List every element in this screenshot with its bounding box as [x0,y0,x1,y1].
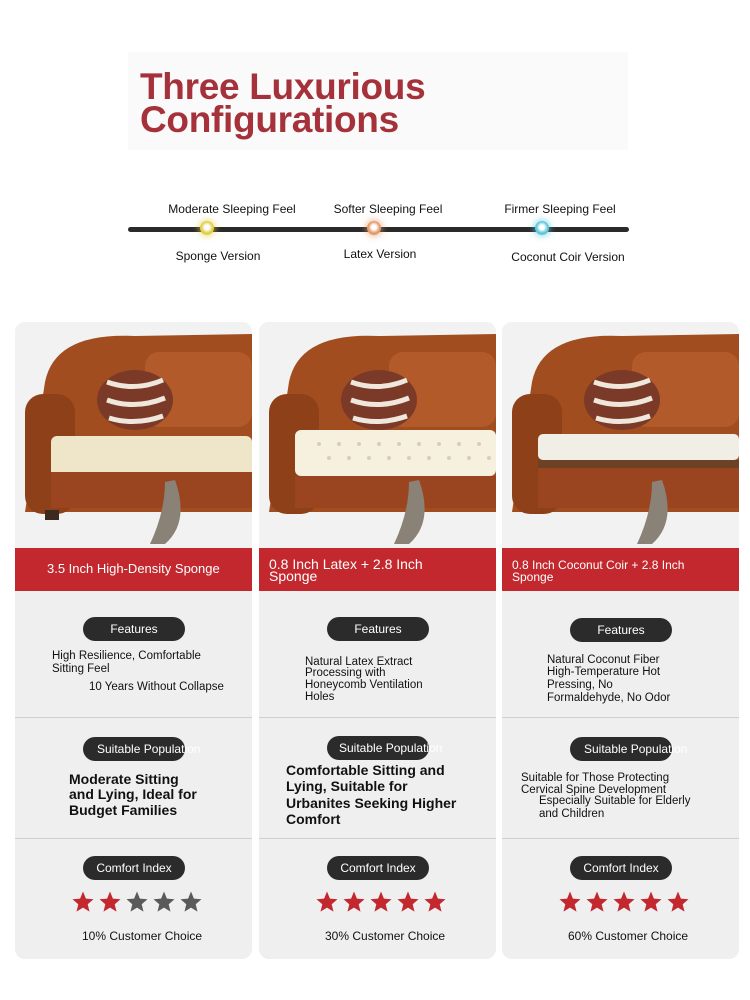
config-band-label-line-1: 0.8 Inch Latex + 2.8 Inch [269,556,423,572]
comfort-index-pill: Comfort Index [570,856,672,880]
scale-dot-sponge [200,221,214,235]
scale-version-latex: Latex Version [343,247,417,261]
population-line: Cervical Spine Development [521,784,667,796]
page-title-line-2: Configurations [140,99,399,140]
config-band-label: 3.5 Inch High-Density Sponge [47,561,220,576]
feature-line: Sitting Feel [52,663,110,675]
config-band [259,548,496,591]
star-empty-icon [125,890,149,914]
config-card-coconut [502,322,739,959]
config-band [502,548,739,591]
config-card-latex [259,322,496,959]
feature-line: Formaldehyde, No Odor [547,692,671,704]
config-band-label-line-2: Sponge [269,568,318,584]
star-filled-icon [71,890,95,914]
population-line: Comfort [286,811,341,827]
population-line: and Lying, Ideal for [69,786,197,802]
feature-line: Holes [305,691,335,703]
features-pill: Features [83,617,185,641]
star-filled-icon [396,890,420,914]
config-band [15,548,252,591]
comfort-index-pill: Comfort Index [327,856,429,880]
population-line: Lying, Suitable for [286,778,408,794]
page-title [140,66,426,140]
star-filled-icon [558,890,582,914]
customer-choice: 10% Customer Choice [82,929,203,943]
sofa-bed-image [15,322,252,548]
feature-line: Natural Latex Extract [305,656,413,668]
feature-line: Natural Coconut Fiber [547,654,660,666]
star-filled-icon [585,890,609,914]
population-line: Especially Suitable for Elderly [539,795,691,807]
scale-label-firmer: Firmer Sleeping Feel [504,202,616,216]
divider [502,717,739,718]
population-line: Moderate Sitting [69,771,179,787]
feature-line: High Resilience, Comfortable [52,650,201,662]
population-line: Comfortable Sitting and [286,762,445,778]
customer-choice: 60% Customer Choice [568,929,689,943]
divider [259,838,496,839]
comfort-stars [71,890,211,914]
population-line: and Children [539,808,605,820]
features-pill: Features [327,617,429,641]
feature-line: High-Temperature Hot [547,666,661,678]
scale-version-sponge: Sponge Version [175,249,261,263]
suitable-population-pill: Suitable Population [83,737,185,761]
divider [15,717,252,718]
divider [502,838,739,839]
feature-line: Pressing, No [547,679,613,691]
suitable-population-pill: Suitable Population [327,736,429,760]
features-pill: Features [570,618,672,642]
scale-label-softer: Softer Sleeping Feel [333,202,443,216]
config-band-label-line-1: 0.8 Inch Coconut Coir + 2.8 Inch [512,558,685,572]
population-line: Urbanites Seeking Higher [286,795,457,811]
star-filled-icon [639,890,663,914]
star-filled-icon [342,890,366,914]
comfort-index-pill: Comfort Index [83,856,185,880]
feature-line: Processing with [305,667,386,679]
star-filled-icon [612,890,636,914]
star-empty-icon [179,890,203,914]
star-empty-icon [152,890,176,914]
page-title-line-1: Three Luxurious [140,66,426,107]
population-line: Budget Families [69,802,178,818]
feature-line: Honeycomb Ventilation [305,679,423,691]
feature-line: 10 Years Without Collapse [89,681,224,693]
suitable-population-pill: Suitable Population [570,737,672,761]
customer-choice: 30% Customer Choice [325,929,446,943]
divider [259,717,496,718]
sofa-bed-image [502,322,739,548]
star-filled-icon [666,890,690,914]
star-filled-icon [315,890,339,914]
population-line: Suitable for Those Protecting [521,772,670,784]
comfort-stars [558,890,698,914]
config-card-sponge [15,322,252,959]
scale-version-coconut: Coconut Coir Version [511,250,625,264]
sofa-bed-image [259,322,496,548]
star-filled-icon [98,890,122,914]
comfort-stars [315,890,455,914]
divider [15,838,252,839]
star-filled-icon [369,890,393,914]
scale-dot-coconut [535,221,549,235]
star-filled-icon [423,890,447,914]
scale-label-moderate: Moderate Sleeping Feel [168,202,296,216]
config-band-label-line-2: Sponge [512,570,554,584]
scale-dot-latex [367,221,381,235]
